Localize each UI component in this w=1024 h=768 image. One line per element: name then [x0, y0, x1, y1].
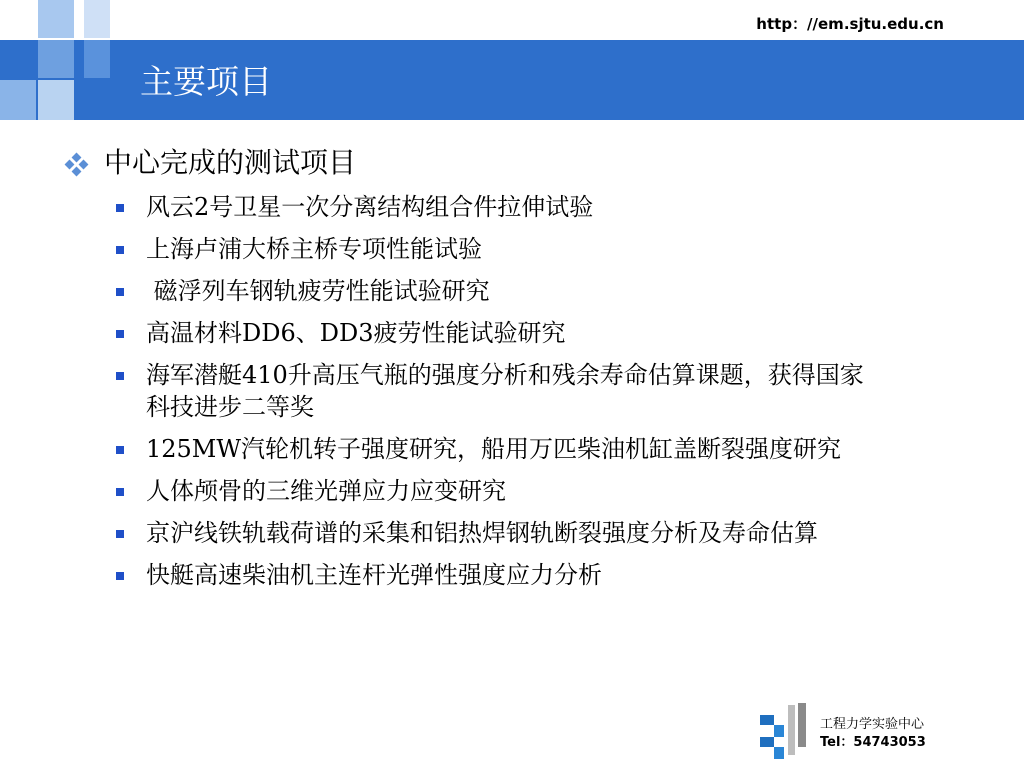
list-item: [66, 559, 966, 591]
list-item-text: 京沪线铁轨载荷谱的采集和铝热焊钢轨断裂强度分析及寿命估算: [146, 519, 818, 547]
list-item-text: 风云2号卫星一次分离结构组合件拉伸试验: [146, 193, 594, 221]
square-bullet-icon: [116, 446, 124, 454]
list-item-text: 上海卢浦大桥主桥专项性能试验: [146, 235, 482, 263]
footer-tel: Tel：54743053: [820, 735, 926, 750]
decor-square-1: [38, 0, 74, 38]
content-area: [66, 143, 966, 601]
list-item: [66, 275, 966, 307]
list-item: [66, 191, 966, 223]
decor-square-2: [84, 0, 110, 38]
list-item-text: 快艇高速柴油机主连杆光弹性强度应力分析: [146, 561, 602, 589]
section-heading-text: 中心完成的测试项目: [104, 146, 357, 179]
list-item-text: 高温材料DD6、DD3疲劳性能试验研究: [146, 319, 566, 347]
square-bullet-icon: [116, 246, 124, 254]
list-item: [66, 233, 966, 265]
footer-contact: [820, 716, 970, 752]
square-bullet-icon: [116, 530, 124, 538]
list-item: [66, 475, 966, 507]
decor-square-7: [38, 80, 74, 120]
list-item-text: 125MW汽轮机转子强度研究，船用万匹柴油机缸盖断裂强度研究: [146, 435, 842, 463]
list-item: [66, 359, 886, 423]
page-title: 主要项目: [140, 62, 272, 101]
footer-org: 工程力学实验中心: [820, 717, 925, 732]
decor-square-6: [0, 80, 36, 120]
list-item-text: 海军潜艇410升高压气瓶的强度分析和残余寿命估算课题，获得国家科技进步二等奖: [146, 361, 864, 421]
decor-square-4: [38, 40, 74, 78]
list-item: [66, 433, 886, 465]
list-item: [66, 317, 966, 349]
list-item-text: 人体颅骨的三维光弹应力应变研究: [146, 477, 506, 505]
list-item-text: 磁浮列车钢轨疲劳性能试验研究: [146, 277, 490, 305]
sjtu-logo-icon: [760, 703, 810, 759]
square-bullet-icon: [116, 372, 124, 380]
square-bullet-icon: [116, 330, 124, 338]
list-item: [66, 517, 926, 549]
section-heading: [66, 143, 966, 183]
diamond-bullet-icon: [66, 154, 88, 176]
square-bullet-icon: [116, 572, 124, 580]
square-bullet-icon: [116, 204, 124, 212]
square-bullet-icon: [116, 288, 124, 296]
website-url[interactable]: http：//em.sjtu.edu.cn: [756, 15, 944, 33]
decor-square-5: [84, 40, 110, 78]
square-bullet-icon: [116, 488, 124, 496]
project-list: [66, 191, 966, 591]
